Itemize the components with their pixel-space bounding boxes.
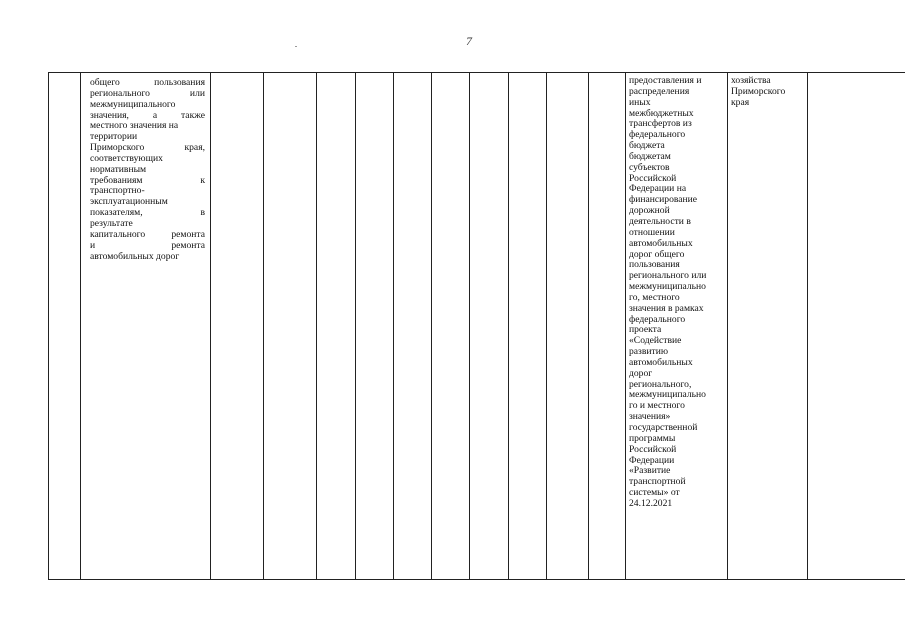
rules-line: автомобильных: [629, 356, 693, 368]
description-line: значения, а также: [90, 109, 205, 121]
org-line: края: [731, 96, 750, 108]
description-line: нормативным: [90, 163, 147, 175]
rules-line: бюджетам: [629, 150, 671, 162]
column-divider: [355, 72, 356, 580]
description-line: соответствующих: [90, 152, 163, 164]
rules-line: Российской: [629, 172, 677, 184]
rules-line: системы» от: [629, 487, 680, 499]
description-line: результате: [90, 217, 133, 229]
rules-line: проекта: [629, 324, 662, 336]
rules-line: «Развитие: [629, 465, 671, 477]
rules-line: пользования: [629, 259, 680, 271]
description-line: регионального или: [90, 87, 205, 99]
rules-reference-cell: [629, 76, 719, 510]
column-divider: [210, 72, 211, 580]
rules-line: деятельности в: [629, 215, 691, 227]
column-divider: [80, 72, 81, 580]
rules-line: иных: [629, 96, 651, 108]
rules-line: государственной: [629, 422, 698, 433]
rules-line: развитию: [629, 346, 669, 358]
rules-line: распределения: [629, 85, 690, 97]
org-line: хозяйства: [731, 75, 771, 86]
scan-speck: [295, 46, 297, 47]
column-divider: [508, 72, 509, 580]
rules-line: значения в рамках: [629, 302, 704, 314]
description-line: показателям, в: [90, 207, 205, 219]
column-divider: [263, 72, 264, 580]
description-line: автомобильных дорог: [90, 250, 180, 262]
indicator-description-cell: [90, 78, 205, 262]
rules-line: межбюджетных: [629, 107, 694, 119]
column-divider: [727, 72, 728, 580]
rules-line: автомобильных: [629, 237, 693, 249]
rules-line: Федерации: [629, 454, 675, 466]
description-line: требованиям к: [90, 174, 205, 186]
rules-line: «Содействие: [629, 335, 682, 347]
description-line: межмуниципального: [90, 98, 176, 110]
column-divider: [393, 72, 394, 580]
column-divider: [431, 72, 432, 580]
rules-line: предоставления и: [629, 75, 702, 86]
rules-line: отношении: [629, 226, 675, 238]
description-line: эксплуатационным: [90, 196, 168, 208]
rules-line: субъектов: [629, 161, 670, 173]
description-line: общего пользования: [90, 77, 205, 88]
rules-line: го, местного: [629, 291, 680, 303]
rules-line: Российской: [629, 443, 677, 455]
description-line: территории: [90, 131, 138, 143]
rules-line: транспортной: [629, 476, 686, 488]
column-divider: [625, 72, 626, 580]
rules-line: дорог общего: [629, 248, 685, 260]
page-number: 7: [466, 34, 472, 48]
rules-line: трансфертов из: [629, 118, 692, 130]
rules-line: программы: [629, 432, 676, 444]
rules-line: межмуниципально: [629, 281, 706, 293]
rules-line: дорог: [629, 367, 653, 379]
column-divider: [588, 72, 589, 580]
description-line: капитального ремонта: [90, 228, 205, 240]
rules-line: федерального: [629, 313, 686, 325]
column-divider: [546, 72, 547, 580]
rules-line: значения»: [629, 411, 671, 423]
rules-line: го и местного: [629, 400, 685, 412]
description-line: Приморского края,: [90, 142, 205, 154]
rules-line: дорожной: [629, 205, 670, 217]
description-line: транспортно-: [90, 185, 145, 197]
rules-line: Федерации на: [629, 183, 687, 195]
rules-line: регионального или: [629, 270, 707, 282]
rules-line: 24.12.2021: [629, 497, 673, 509]
rules-line: федерального: [629, 129, 686, 141]
responsible-org-cell: [731, 76, 801, 109]
rules-line: финансирование: [629, 194, 698, 206]
column-divider: [316, 72, 317, 580]
description-line: и ремонта: [90, 239, 205, 251]
rules-line: межмуниципально: [629, 389, 706, 401]
description-line: местного значения на: [90, 120, 179, 132]
rules-line: регионального,: [629, 378, 692, 390]
column-divider: [469, 72, 470, 580]
rules-line: бюджета: [629, 140, 665, 152]
org-line: Приморского: [731, 85, 786, 97]
column-divider: [807, 72, 808, 580]
